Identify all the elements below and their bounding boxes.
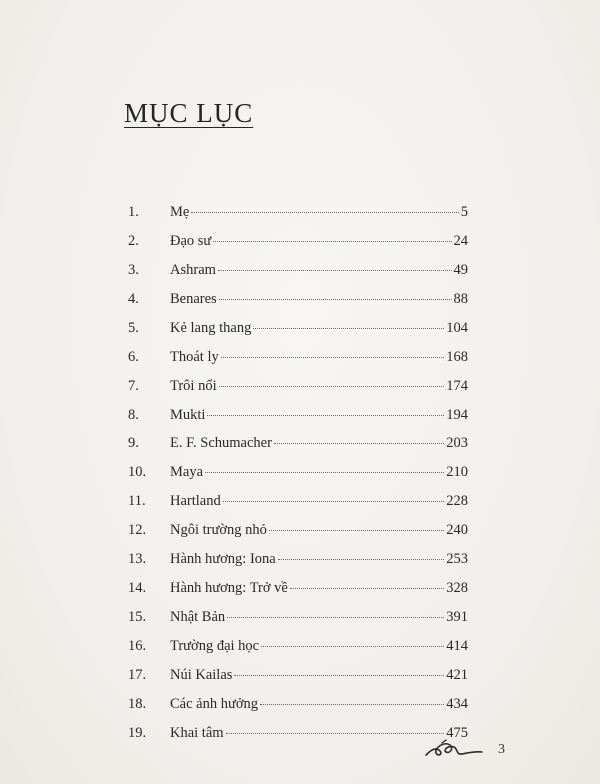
toc-entry-page: 240 (446, 522, 468, 539)
dot-leader (221, 357, 445, 358)
toc-entry (128, 372, 468, 401)
toc-entry (128, 487, 468, 516)
toc-entry-page: 104 (446, 319, 468, 336)
dot-leader (253, 328, 444, 329)
table-of-contents (128, 198, 468, 748)
toc-entry-number: 8. (128, 406, 139, 423)
toc-entry-title: Maya (170, 464, 204, 481)
dot-leader (219, 386, 445, 387)
toc-entry-title: Thoát ly (170, 348, 219, 365)
toc-entry-title: Ashram (170, 261, 216, 278)
toc-entry (128, 401, 468, 430)
toc-entry-number: 5. (128, 319, 139, 336)
toc-entry-number: 1. (128, 203, 139, 220)
dot-leader (226, 733, 445, 734)
toc-entry-number: 16. (128, 638, 147, 655)
dot-leader (223, 501, 445, 502)
toc-entry-title: Benares (170, 290, 217, 307)
toc-entry (128, 545, 468, 574)
dot-leader (205, 472, 444, 473)
toc-entry (128, 632, 468, 661)
toc-entry-number: 14. (128, 580, 147, 597)
toc-entry-title: E. F. Schumacher (170, 435, 272, 452)
toc-entry (128, 256, 468, 285)
toc-entry-page: 88 (453, 290, 468, 307)
toc-entry-number: 17. (128, 666, 147, 683)
toc-entry-title: Núi Kailas (170, 666, 233, 683)
dot-leader (290, 588, 444, 589)
toc-entry-number: 15. (128, 609, 147, 626)
toc-entry (128, 690, 468, 719)
page-title: MỤC LỤC (124, 98, 254, 128)
toc-entry (128, 198, 468, 227)
toc-entry-title: Hành hương: Iona (170, 551, 276, 568)
toc-entry-number: 9. (128, 435, 139, 452)
toc-entry-page: 194 (446, 406, 468, 423)
toc-entry-title: Mẹ (170, 203, 190, 220)
toc-entry-title: Hành hương: Trở về (170, 580, 288, 597)
toc-entry (128, 227, 468, 256)
toc-entry-number: 13. (128, 551, 147, 568)
toc-entry-title: Trường đại học (170, 638, 260, 655)
dot-leader (191, 212, 458, 213)
toc-entry-title: Mukti (170, 406, 206, 423)
toc-entry-number: 11. (128, 493, 146, 510)
toc-entry (128, 574, 468, 603)
toc-entry (128, 661, 468, 690)
dot-leader (234, 675, 444, 676)
toc-entry-title: Ngôi trường nhỏ (170, 522, 267, 539)
toc-entry-number: 18. (128, 695, 147, 712)
toc-entry-number: 7. (128, 377, 139, 394)
toc-entry-number: 4. (128, 290, 139, 307)
toc-entry-page: 49 (453, 261, 468, 278)
toc-entry-page: 475 (446, 724, 468, 741)
toc-entry-page: 434 (446, 695, 468, 712)
toc-entry-title: Nhật Bản (170, 609, 226, 626)
toc-entry (128, 719, 468, 748)
toc-entry-page: 168 (446, 348, 468, 365)
flourish-ornament-icon (424, 737, 484, 761)
toc-entry-title: Trôi nổi (170, 377, 217, 394)
toc-entry-number: 12. (128, 522, 147, 539)
dot-leader (213, 241, 451, 242)
toc-entry-page: 391 (446, 609, 468, 626)
toc-entry-page: 228 (446, 493, 468, 510)
toc-entry-page: 414 (446, 638, 468, 655)
dot-leader (261, 646, 444, 647)
toc-entry-title: Đạo sư (170, 232, 212, 249)
toc-entry (128, 603, 468, 632)
dot-leader (278, 559, 445, 560)
toc-entry-number: 3. (128, 261, 139, 278)
toc-entry-page: 5 (460, 203, 468, 220)
toc-entry-number: 2. (128, 232, 139, 249)
toc-entry (128, 458, 468, 487)
toc-entry-title: Hartland (170, 493, 221, 510)
toc-entry-page: 210 (446, 464, 468, 481)
toc-entry-title: Khai tâm (170, 724, 224, 741)
toc-entry-number: 19. (128, 724, 147, 741)
dot-leader (219, 299, 452, 300)
toc-entry-page: 203 (446, 435, 468, 452)
toc-entry (128, 430, 468, 459)
dot-leader (269, 530, 444, 531)
toc-entry (128, 343, 468, 372)
toc-entry-page: 174 (446, 377, 468, 394)
toc-entry-page: 253 (446, 551, 468, 568)
toc-entry-page: 328 (446, 580, 468, 597)
toc-entry-title: Kẻ lang thang (170, 319, 252, 336)
toc-entry-page: 421 (446, 666, 468, 683)
toc-entry-number: 6. (128, 348, 139, 365)
dot-leader (218, 270, 452, 271)
dot-leader (260, 704, 444, 705)
toc-entry (128, 516, 468, 545)
dot-leader (227, 617, 444, 618)
toc-entry-number: 10. (128, 464, 147, 481)
toc-entry-page: 24 (453, 232, 468, 249)
toc-entry-title: Các ảnh hưởng (170, 695, 259, 712)
dot-leader (274, 443, 444, 444)
page-number: 3 (498, 742, 505, 757)
toc-entry (128, 314, 468, 343)
toc-entry (128, 285, 468, 314)
dot-leader (207, 415, 444, 416)
